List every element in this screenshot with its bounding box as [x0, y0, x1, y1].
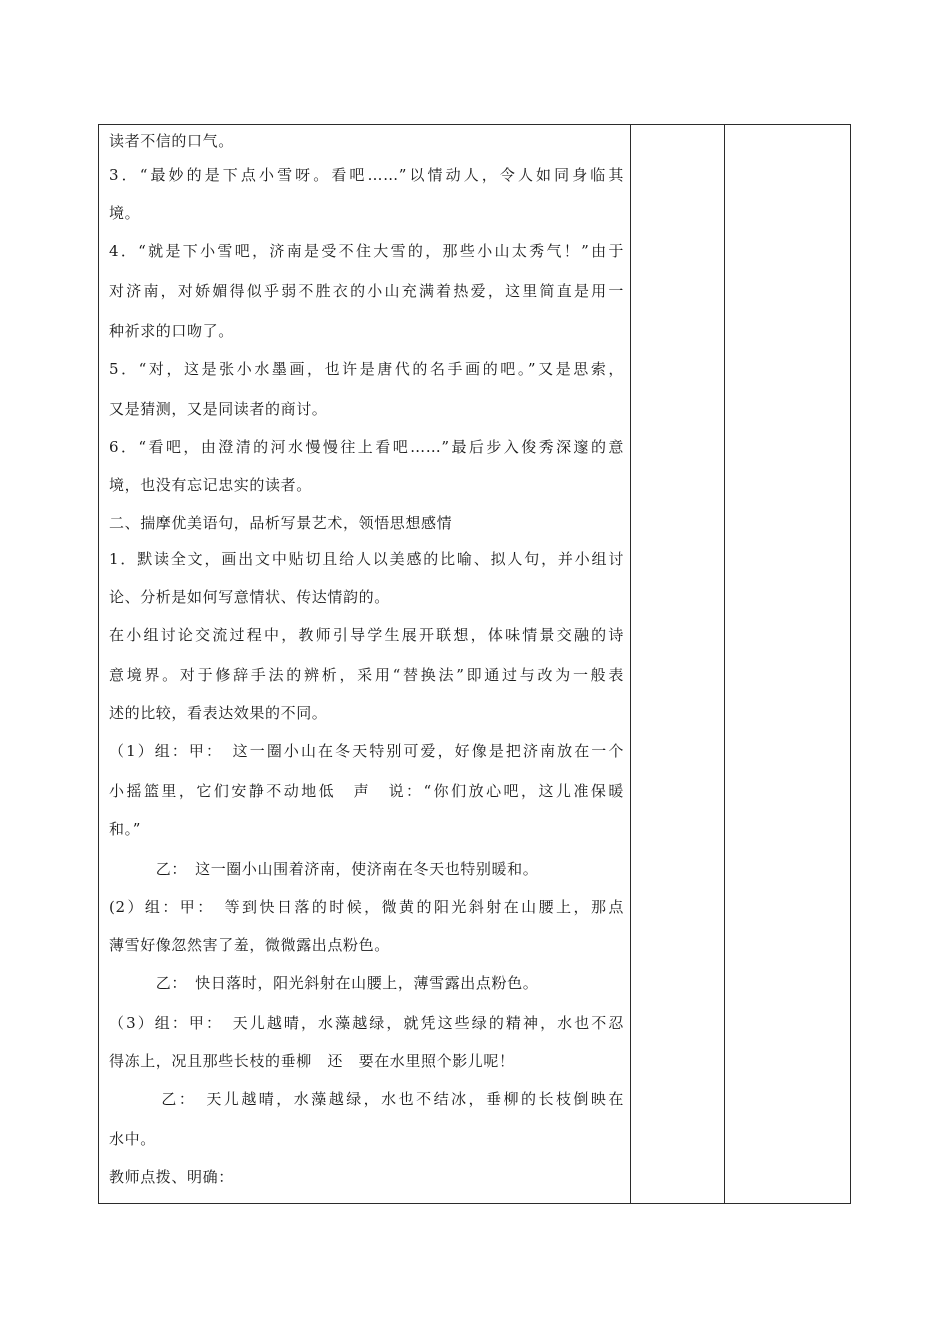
text-line: （1）组：甲： 这一圈小山在冬天特别可爱，好像是把济南放在一个	[109, 742, 624, 760]
text-line: 5．“对，这是张小水墨画，也许是唐代的名手画的吧。”又是思索，	[109, 360, 624, 378]
text-line: 在小组讨论交流过程中，教师引导学生展开联想，体味情景交融的诗	[109, 626, 624, 644]
text-line: 得冻上，况且那些长枝的垂柳 还 要在水里照个影儿呢！	[109, 1052, 515, 1070]
text-line: 述的比较，看表达效果的不同。	[109, 704, 328, 722]
text-line: 6．“看吧，由澄清的河水慢慢往上看吧……”最后步入俊秀深邃的意	[109, 438, 624, 456]
text-line: 水中。	[109, 1130, 156, 1148]
text-line: 和。”	[109, 820, 141, 838]
text-line: 读者不信的口气。	[109, 132, 234, 150]
content-cell	[99, 125, 630, 1203]
text-line: 1．默读全文，画出文中贴切且给人以美感的比喻、拟人句，并小组讨	[109, 550, 624, 568]
side-column-2	[725, 125, 851, 1203]
side-column-1	[631, 125, 724, 1203]
text-line: (2）组：甲： 等到快日落的时候，微黄的阳光斜射在山腰上，那点	[109, 898, 624, 916]
text-line: 境。	[109, 204, 141, 222]
lesson-table	[98, 124, 851, 1204]
text-line: 乙： 快日落时，阳光斜射在山腰上，薄雪露出点粉色。	[109, 974, 539, 992]
text-line: 境，也没有忘记忠实的读者。	[109, 476, 312, 494]
text-line: 种祈求的口吻了。	[109, 322, 234, 340]
text-line: 意境界。对于修辞手法的辨析，采用“替换法”即通过与改为一般表	[109, 666, 624, 684]
text-line: 乙： 这一圈小山围着济南，使济南在冬天也特别暖和。	[109, 860, 539, 878]
text-line: 又是猜测，又是同读者的商讨。	[109, 400, 328, 418]
text-line: （3）组：甲： 天儿越晴，水藻越绿，就凭这些绿的精神，水也不忍	[109, 1014, 624, 1032]
text-line: 3．“最妙的是下点小雪呀。看吧……”以情动人，令人如同身临其	[109, 166, 624, 184]
text-line: 二、揣摩优美语句，品析写景艺术，领悟思想感情	[109, 514, 453, 532]
text-line: 论、分析是如何写意情状、传达情韵的。	[109, 588, 390, 606]
text-line: 小摇篮里，它们安静不动地低 声 说：“你们放心吧，这儿准保暖	[109, 782, 624, 800]
text-line: 4．“就是下小雪吧，济南是受不住大雪的，那些小山太秀气！”由于	[109, 242, 624, 260]
text-line: 薄雪好像忽然害了羞，微微露出点粉色。	[109, 936, 390, 954]
text-line: 乙： 天儿越晴，水藻越绿，水也不结冰，垂柳的长枝倒映在	[109, 1090, 624, 1108]
text-line: 教师点拨、明确：	[109, 1168, 234, 1186]
text-line: 对济南，对娇媚得似乎弱不胜衣的小山充满着热爱，这里简直是用一	[109, 282, 624, 300]
